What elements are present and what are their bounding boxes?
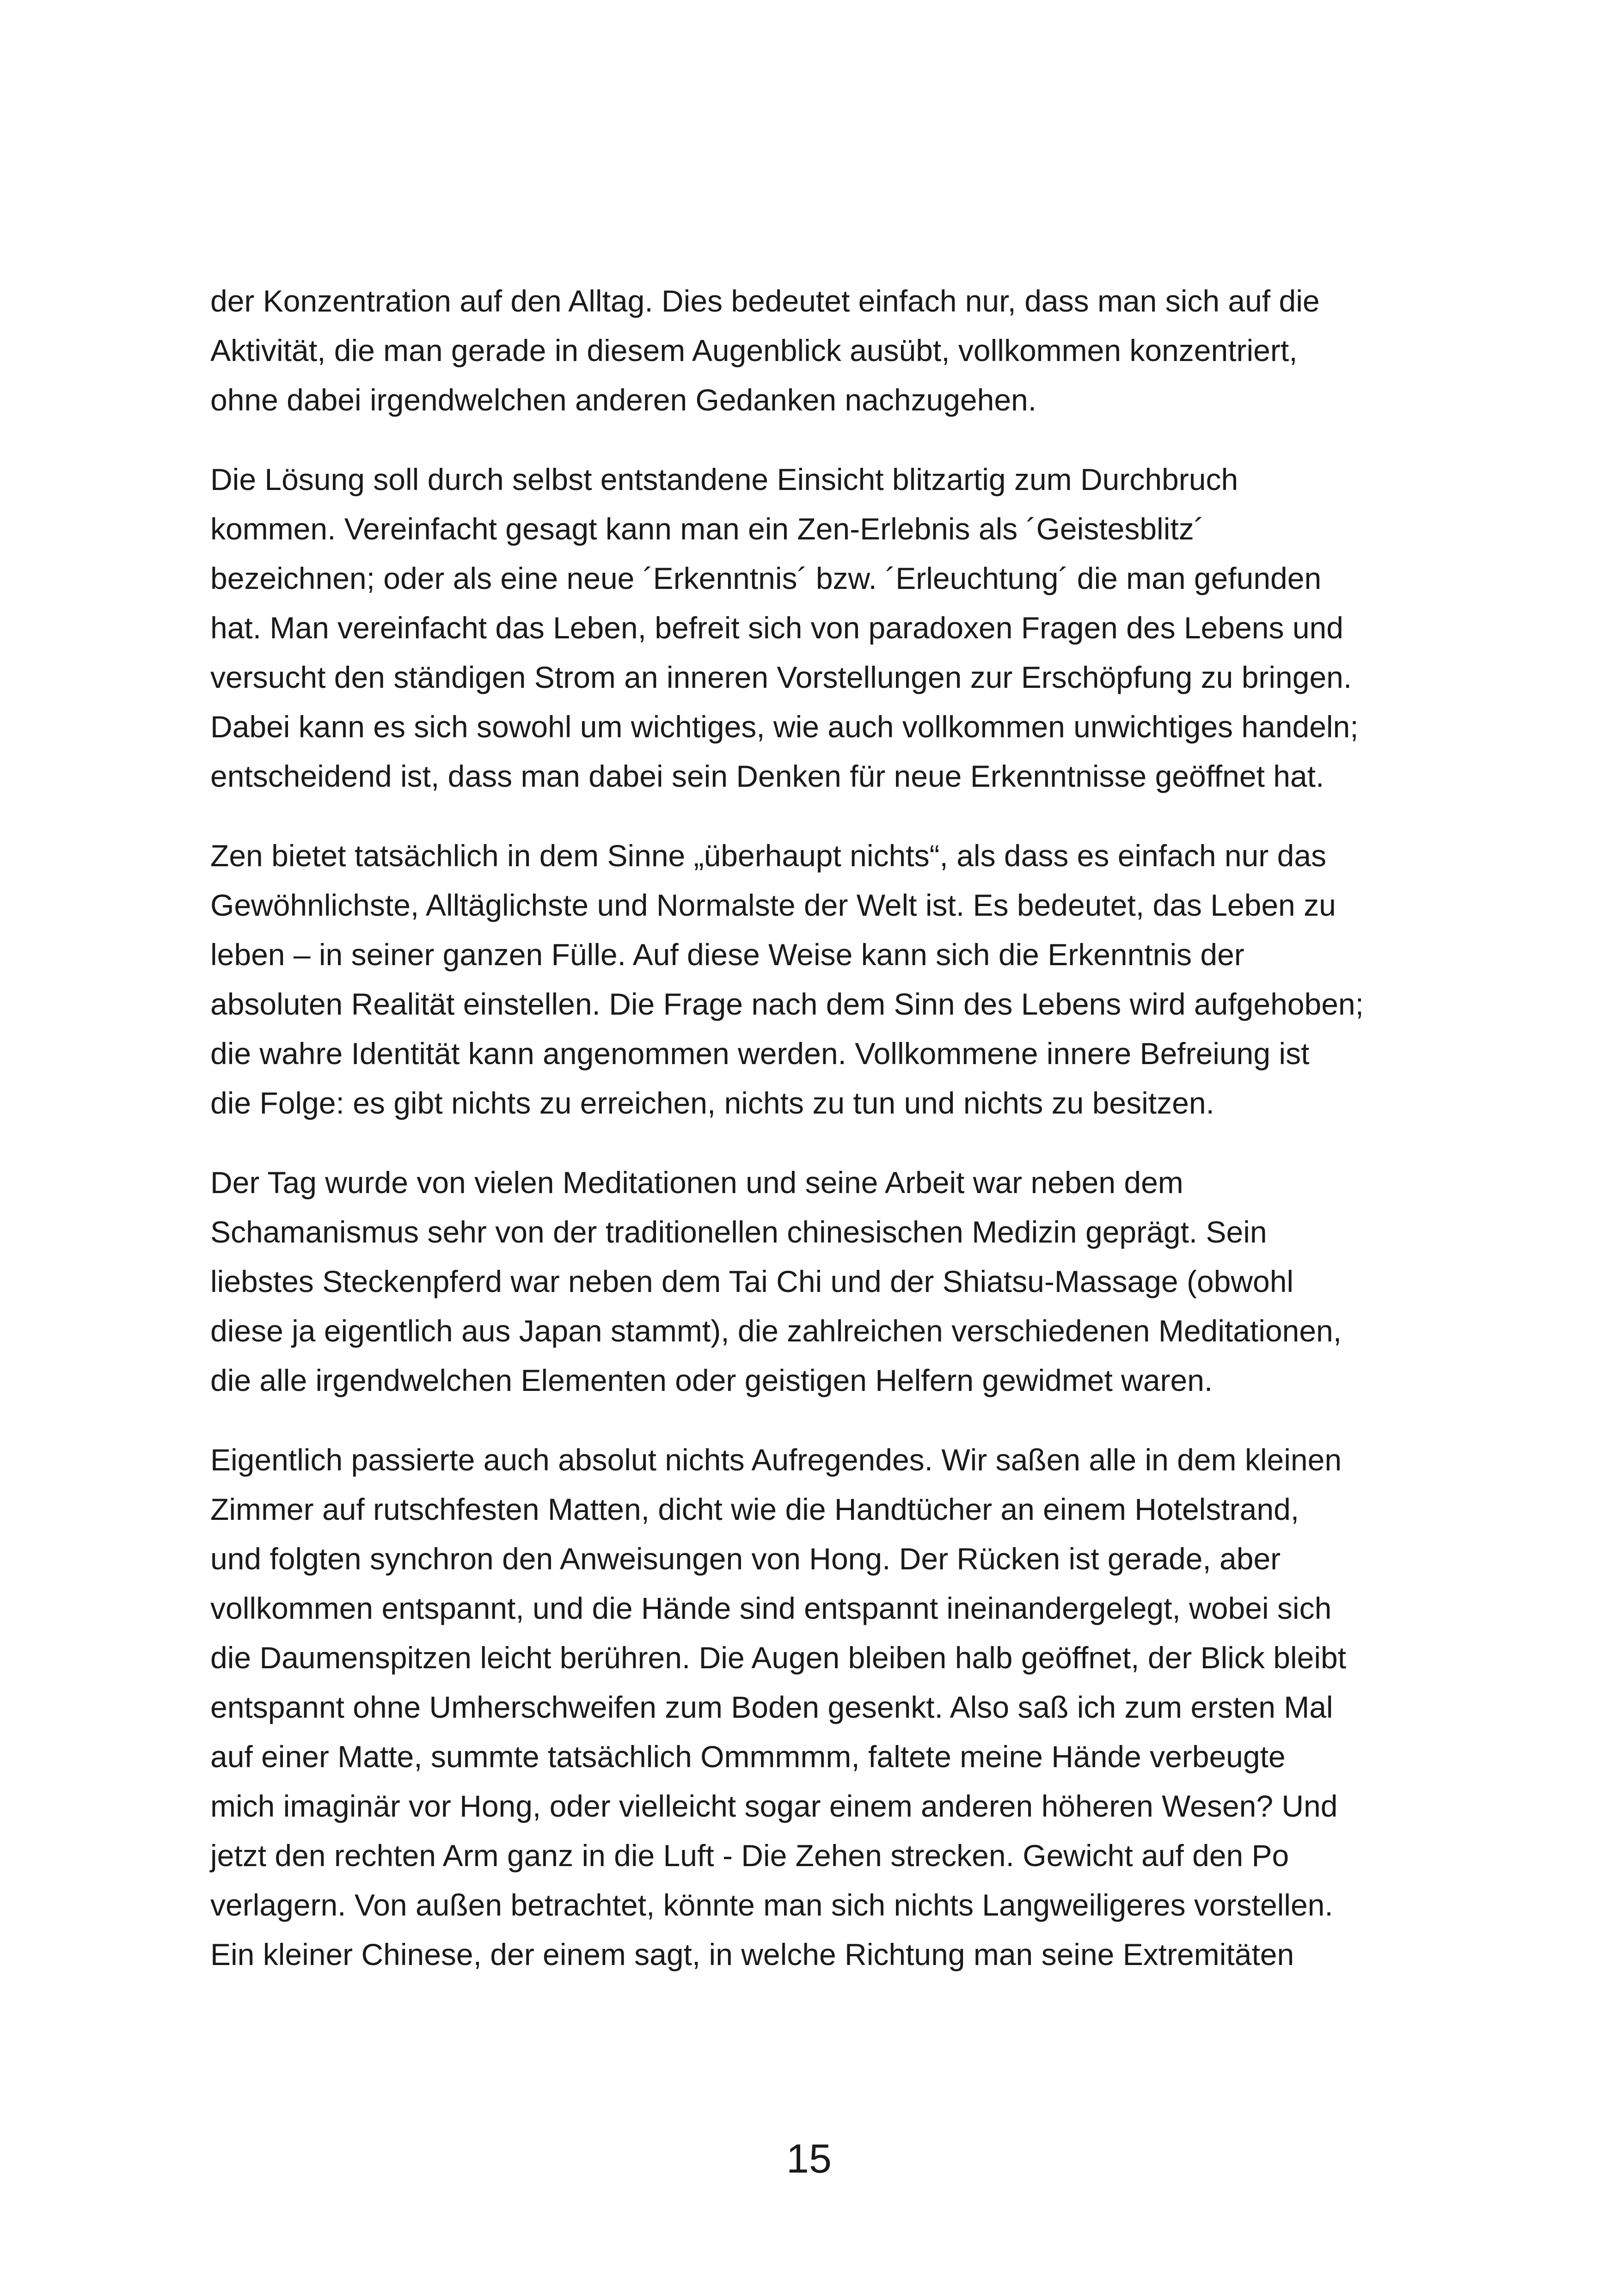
text-line: entscheidend ist, dass man dabei sein Denken für neue Erkenntnisse geöffnet hat. — [210, 759, 1324, 793]
text-line: die wahre Identität kann angenommen werden. Vollkommene innere Befreiung ist — [210, 1036, 1310, 1071]
paragraph-3 — [210, 831, 1440, 1128]
text-line: ohne dabei irgendwelchen anderen Gedanken nachzugehen. — [210, 383, 1037, 417]
text-line: kommen. Vereinfacht gesagt kann man ein Zen-Erlebnis als ´Geistesblitz´ — [210, 512, 1204, 546]
text-line: Die Lösung soll durch selbst entstandene Einsicht blitzartig zum Durchbruch — [210, 462, 1238, 496]
text-line: die Daumenspitzen leicht berühren. Die Augen bleiben halb geöffnet, der Blick bleibt — [210, 1641, 1347, 1675]
text-line: leben – in seiner ganzen Fülle. Auf diese Weise kann sich die Erkenntnis der — [210, 937, 1244, 972]
text-line: die alle irgendwelchen Elementen oder geistigen Helfern gewidmet waren. — [210, 1363, 1213, 1397]
text-line: Dabei kann es sich sowohl um wichtiges, wie auch vollkommen unwichtiges handeln; — [210, 710, 1359, 744]
text-line: auf einer Matte, summte tatsächlich Ommmmm, faltete meine Hände verbeugte — [210, 1739, 1286, 1774]
page-number: 15 — [786, 2136, 832, 2181]
text-line: die Folge: es gibt nichts zu erreichen, nichts zu tun und nichts zu besitzen. — [210, 1086, 1214, 1120]
text-line: Zen bietet tatsächlich in dem Sinne „überhaupt nichts“, als dass es einfach nur das — [210, 839, 1327, 873]
text-line: Aktivität, die man gerade in diesem Augenblick ausübt, vollkommen konzentriert, — [210, 333, 1298, 367]
text-line: mich imaginär vor Hong, oder vielleicht sogar einem anderen höheren Wesen? Und — [210, 1789, 1338, 1823]
text-line: Ein kleiner Chinese, der einem sagt, in welche Richtung man seine Extremitäten — [210, 1937, 1294, 1971]
text-line: hat. Man vereinfacht das Leben, befreit sich von paradoxen Fragen des Lebens und — [210, 611, 1343, 645]
text-line: vollkommen entspannt, und die Hände sind entspannt ineinandergelegt, wobei sich — [210, 1591, 1332, 1625]
text-line: jetzt den rechten Arm ganz in die Luft - Die Zehen strecken. Gewicht auf den Po — [210, 1838, 1289, 1873]
text-line: versucht den ständigen Strom an inneren Vorstellungen zur Erschöpfung zu bringen. — [210, 660, 1352, 694]
text-line: Eigentlich passierte auch absolut nichts Aufregendes. Wir saßen alle in dem kleinen — [210, 1443, 1342, 1477]
paragraph-5 — [210, 1435, 1440, 1979]
paragraph-2 — [210, 455, 1440, 801]
text-line: der Konzentration auf den Alltag. Dies bedeutet einfach nur, dass man sich auf die — [210, 284, 1320, 318]
text-line: liebstes Steckenpferd war neben dem Tai Chi und der Shiatsu-Massage (obwohl — [210, 1264, 1294, 1298]
text-line: Gewöhnlichste, Alltäglichste und Normalste der Welt ist. Es bedeutet, das Leben zu — [210, 888, 1336, 922]
paragraph-1 — [210, 276, 1440, 425]
text-line: Der Tag wurde von vielen Meditationen und seine Arbeit war neben dem — [210, 1165, 1183, 1200]
text-line: entspannt ohne Umherschweifen zum Boden gesenkt. Also saß ich zum ersten Mal — [210, 1690, 1333, 1724]
text-line: diese ja eigentlich aus Japan stammt), die zahlreichen verschiedenen Meditationen, — [210, 1314, 1342, 1348]
text-line: Schamanismus sehr von der traditionellen chinesischen Medizin geprägt. Sein — [210, 1215, 1267, 1249]
text-line: absoluten Realität einstellen. Die Frage nach dem Sinn des Lebens wird aufgehoben; — [210, 987, 1364, 1021]
text-line: verlagern. Von außen betrachtet, könnte man sich nichts Langweiligeres vorstellen. — [210, 1888, 1333, 1922]
text-line: Zimmer auf rutschfesten Matten, dicht wie die Handtücher an einem Hotelstrand, — [210, 1492, 1299, 1526]
body-text — [210, 276, 1440, 2009]
text-line: und folgten synchron den Anweisungen von Hong. Der Rücken ist gerade, aber — [210, 1542, 1281, 1576]
paragraph-4 — [210, 1158, 1440, 1405]
text-line: bezeichnen; oder als eine neue ´Erkenntnis´ bzw. ´Erleuchtung´ die man gefunden — [210, 561, 1322, 595]
